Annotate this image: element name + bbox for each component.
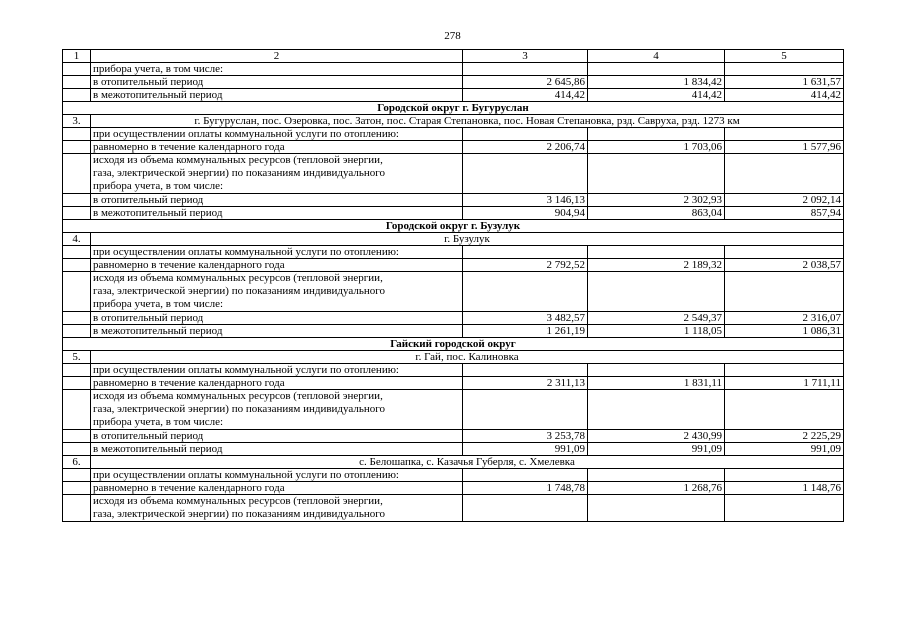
- value-col-5: [725, 272, 844, 312]
- table-row: [63, 390, 844, 430]
- description-line: газа, электрической энергии) по показаниям индивидуального: [93, 167, 385, 179]
- locality-name: г. Бузулук: [91, 233, 844, 246]
- row-index-cell: [63, 207, 91, 220]
- description-line: исходя из объема коммунальных ресурсов (тепловой энергии,: [93, 272, 383, 284]
- table-row: [63, 246, 844, 259]
- row-index-cell: [63, 443, 91, 456]
- row-description: равномерно в течение календарного года: [91, 141, 463, 154]
- value-col-5: 857,94: [725, 207, 844, 220]
- description-line: прибора учета, в том числе:: [93, 416, 224, 428]
- value-col-4: [588, 154, 725, 194]
- value-col-3: [463, 495, 588, 522]
- table-row: [63, 272, 844, 312]
- description-line: прибора учета, в том числе:: [93, 298, 224, 310]
- value-col-5: 1 577,96: [725, 141, 844, 154]
- description-line: исходя из объема коммунальных ресурсов (тепловой энергии,: [93, 154, 383, 166]
- value-col-5: 991,09: [725, 443, 844, 456]
- table-row: [63, 325, 844, 338]
- page-number: 278: [444, 30, 461, 42]
- value-col-3: 2 645,86: [463, 76, 588, 89]
- value-col-3: [463, 469, 588, 482]
- row-index-cell: [63, 272, 91, 312]
- value-col-3: 991,09: [463, 443, 588, 456]
- row-index-cell: [63, 259, 91, 272]
- row-description: в межотопительный период: [91, 443, 463, 456]
- row-description: [91, 154, 463, 194]
- row-description: равномерно в течение календарного года: [91, 259, 463, 272]
- locality-number: 6.: [63, 456, 91, 469]
- table-row: [63, 430, 844, 443]
- value-col-3: 414,42: [463, 89, 588, 102]
- value-col-5: [725, 246, 844, 259]
- table-row: [63, 469, 844, 482]
- value-col-3: [463, 246, 588, 259]
- row-index-cell: [63, 312, 91, 325]
- row-index-cell: [63, 76, 91, 89]
- value-col-4: [588, 272, 725, 312]
- row-index-cell: [63, 89, 91, 102]
- row-description: в отопительный период: [91, 430, 463, 443]
- table-row: [63, 443, 844, 456]
- value-col-4: [588, 128, 725, 141]
- table-row: [63, 364, 844, 377]
- row-index-cell: [63, 495, 91, 522]
- locality-name: г. Гай, пос. Калиновка: [91, 351, 844, 364]
- header-col-4: 4: [588, 50, 725, 63]
- description-line: газа, электрической энергии) по показаниям индивидуального: [93, 508, 385, 520]
- value-col-4: 2 189,32: [588, 259, 725, 272]
- value-col-3: 2 792,52: [463, 259, 588, 272]
- table-row: [63, 482, 844, 495]
- row-description: в межотопительный период: [91, 89, 463, 102]
- locality-name: г. Бугуруслан, пос. Озеровка, пос. Затон, пос. Старая Степановка, пос. Новая Степановка, рзд. Савруха, рзд. 1273 км: [91, 115, 844, 128]
- row-index-cell: [63, 194, 91, 207]
- value-col-4: 1 834,42: [588, 76, 725, 89]
- section-title: Гайский городской округ: [63, 338, 844, 351]
- value-col-5: 414,42: [725, 89, 844, 102]
- value-col-5: [725, 364, 844, 377]
- row-description: в отопительный период: [91, 76, 463, 89]
- value-col-3: 1 748,78: [463, 482, 588, 495]
- table-row: [63, 259, 844, 272]
- locality-number: 3.: [63, 115, 91, 128]
- table-row: [63, 154, 844, 194]
- row-description: при осуществлении оплаты коммунальной услуги по отоплению:: [91, 469, 463, 482]
- value-col-5: 1 148,76: [725, 482, 844, 495]
- table-row: [63, 377, 844, 390]
- value-col-4: 1 831,11: [588, 377, 725, 390]
- row-index-cell: [63, 325, 91, 338]
- value-col-4: [588, 246, 725, 259]
- row-description: в межотопительный период: [91, 207, 463, 220]
- value-col-3: [463, 63, 588, 76]
- row-index-cell: [63, 377, 91, 390]
- table-row: [63, 63, 844, 76]
- table-row: [63, 141, 844, 154]
- header-col-2: 2: [91, 50, 463, 63]
- row-description: [91, 495, 463, 522]
- row-index-cell: [63, 154, 91, 194]
- row-index-cell: [63, 128, 91, 141]
- locality-number: 5.: [63, 351, 91, 364]
- header-col-3: 3: [463, 50, 588, 63]
- locality-row: [63, 456, 844, 469]
- value-col-3: [463, 390, 588, 430]
- row-index-cell: [63, 63, 91, 76]
- value-col-5: 2 225,29: [725, 430, 844, 443]
- row-description: в отопительный период: [91, 194, 463, 207]
- locality-row: [63, 115, 844, 128]
- value-col-3: [463, 272, 588, 312]
- value-col-3: 1 261,19: [463, 325, 588, 338]
- row-description: при осуществлении оплаты коммунальной услуги по отоплению:: [91, 128, 463, 141]
- value-col-3: 2 311,13: [463, 377, 588, 390]
- value-col-3: [463, 364, 588, 377]
- row-description: при осуществлении оплаты коммунальной услуги по отоплению:: [91, 364, 463, 377]
- section-header-row: [63, 220, 844, 233]
- value-col-4: 2 302,93: [588, 194, 725, 207]
- value-col-3: 3 253,78: [463, 430, 588, 443]
- value-col-4: 2 430,99: [588, 430, 725, 443]
- section-header-row: [63, 102, 844, 115]
- row-index-cell: [63, 430, 91, 443]
- description-line: газа, электрической энергии) по показаниям индивидуального: [93, 403, 385, 415]
- row-index-cell: [63, 482, 91, 495]
- value-col-5: [725, 469, 844, 482]
- locality-row: [63, 351, 844, 364]
- row-index-cell: [63, 390, 91, 430]
- row-description: в межотопительный период: [91, 325, 463, 338]
- value-col-5: 1 711,11: [725, 377, 844, 390]
- value-col-4: [588, 63, 725, 76]
- row-description: [91, 272, 463, 312]
- value-col-5: [725, 63, 844, 76]
- row-description: равномерно в течение календарного года: [91, 482, 463, 495]
- value-col-4: [588, 364, 725, 377]
- value-col-5: 1 086,31: [725, 325, 844, 338]
- description-line: газа, электрической энергии) по показаниям индивидуального: [93, 285, 385, 297]
- value-col-5: 2 092,14: [725, 194, 844, 207]
- value-col-5: [725, 128, 844, 141]
- section-header-row: [63, 338, 844, 351]
- table-row: [63, 312, 844, 325]
- locality-row: [63, 233, 844, 246]
- value-col-3: 3 146,13: [463, 194, 588, 207]
- value-col-5: [725, 390, 844, 430]
- row-description: в отопительный период: [91, 312, 463, 325]
- value-col-4: [588, 495, 725, 522]
- header-col-5: 5: [725, 50, 844, 63]
- description-line: прибора учета, в том числе:: [93, 180, 224, 192]
- value-col-4: [588, 390, 725, 430]
- value-col-4: 2 549,37: [588, 312, 725, 325]
- row-description: при осуществлении оплаты коммунальной услуги по отоплению:: [91, 246, 463, 259]
- locality-number: 4.: [63, 233, 91, 246]
- value-col-5: 2 038,57: [725, 259, 844, 272]
- section-title: Городской округ г. Бугуруслан: [63, 102, 844, 115]
- table-row: [63, 76, 844, 89]
- value-col-5: 1 631,57: [725, 76, 844, 89]
- row-description: прибора учета, в том числе:: [91, 63, 463, 76]
- row-index-cell: [63, 141, 91, 154]
- value-col-4: 1 118,05: [588, 325, 725, 338]
- tariff-table: [62, 49, 844, 522]
- value-col-4: 1 268,76: [588, 482, 725, 495]
- row-index-cell: [63, 246, 91, 259]
- description-line: исходя из объема коммунальных ресурсов (тепловой энергии,: [93, 495, 383, 507]
- value-col-3: [463, 128, 588, 141]
- value-col-5: 2 316,07: [725, 312, 844, 325]
- value-col-5: [725, 154, 844, 194]
- value-col-4: 1 703,06: [588, 141, 725, 154]
- table-header-row: [63, 50, 844, 63]
- value-col-4: [588, 469, 725, 482]
- section-title: Городской округ г. Бузулук: [63, 220, 844, 233]
- value-col-5: [725, 495, 844, 522]
- row-index-cell: [63, 469, 91, 482]
- value-col-3: 3 482,57: [463, 312, 588, 325]
- table-row: [63, 207, 844, 220]
- table-row: [63, 89, 844, 102]
- locality-name: с. Белошапка, с. Казачья Губерля, с. Хмелевка: [91, 456, 844, 469]
- table-row: [63, 194, 844, 207]
- header-col-1: 1: [63, 50, 91, 63]
- row-index-cell: [63, 364, 91, 377]
- value-col-3: [463, 154, 588, 194]
- row-description: равномерно в течение календарного года: [91, 377, 463, 390]
- value-col-4: 991,09: [588, 443, 725, 456]
- value-col-3: 904,94: [463, 207, 588, 220]
- table-row: [63, 128, 844, 141]
- value-col-4: 414,42: [588, 89, 725, 102]
- row-description: [91, 390, 463, 430]
- description-line: исходя из объема коммунальных ресурсов (тепловой энергии,: [93, 390, 383, 402]
- table-row: [63, 495, 844, 522]
- value-col-4: 863,04: [588, 207, 725, 220]
- value-col-3: 2 206,74: [463, 141, 588, 154]
